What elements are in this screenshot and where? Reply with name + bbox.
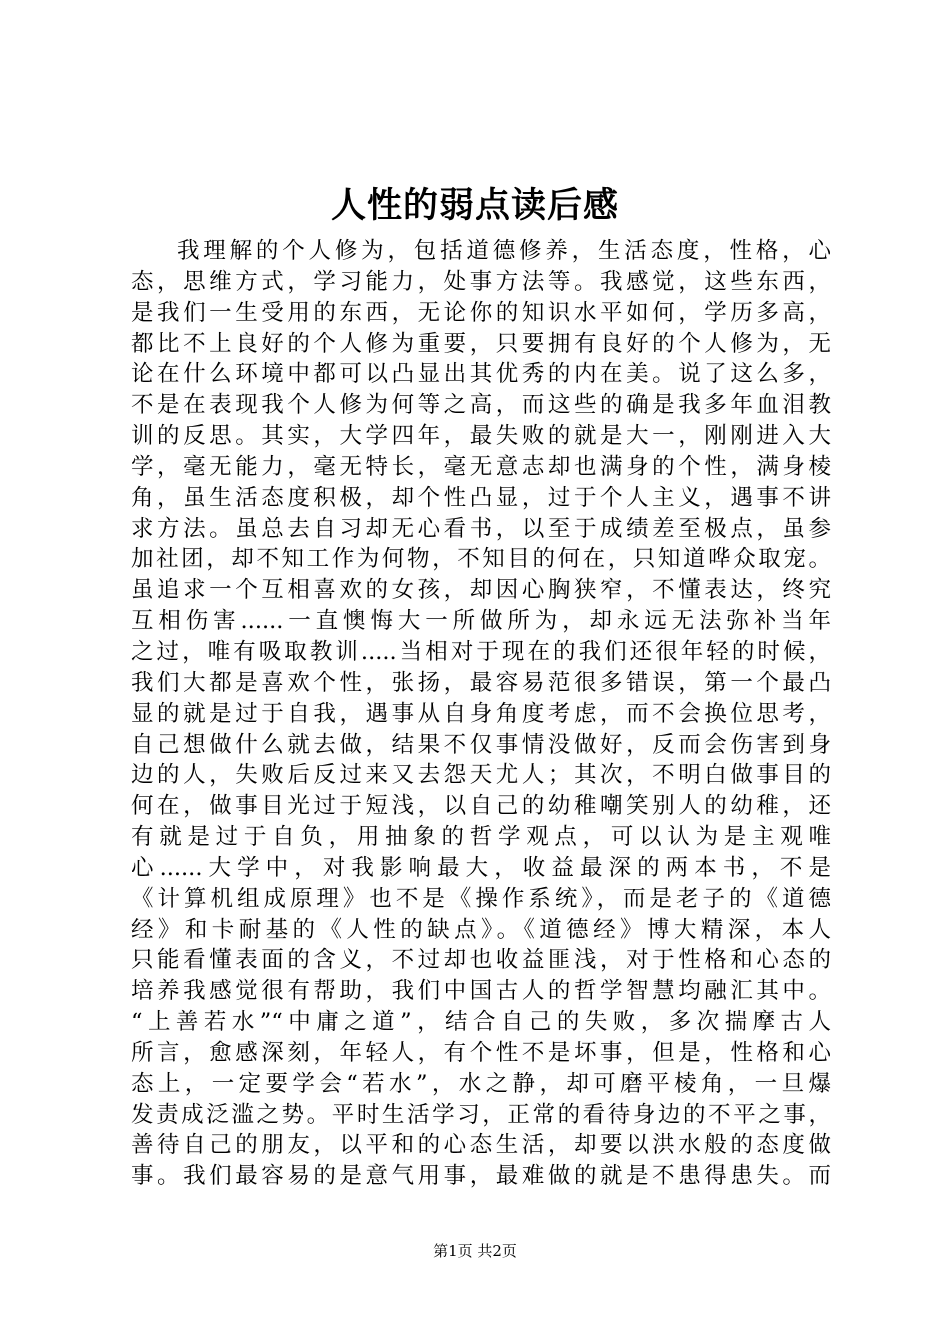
body-line: 心......大学中，对我影响最大，收益最深的两本书，不是 xyxy=(131,854,831,881)
body-line: 培养我感觉很有帮助，我们中国古人的哲学智慧均融汇其中。 xyxy=(131,978,831,1005)
body-line: 何在，做事目光过于短浅，以自己的幼稚嘲笑别人的幼稚，还 xyxy=(131,793,831,820)
body-line: 训的反思。其实，大学四年，最失败的就是大一，刚刚进入大 xyxy=(131,423,831,450)
body-line: 虽追求一个互相喜欢的女孩，却因心胸狭窄，不懂表达，终究 xyxy=(131,577,831,604)
body-line: 事。我们最容易的是意气用事，最难做的就是不患得患失。而 xyxy=(131,1163,831,1190)
page-number-footer: 第1页 共2页 xyxy=(433,1242,517,1260)
body-line: 之过，唯有吸取教训.....当相对于现在的我们还很年轻的时候， xyxy=(131,638,831,665)
body-line: 态上，一定要学会“若水”，水之静，却可磨平棱角，一旦爆 xyxy=(131,1070,831,1097)
body-line: 都比不上良好的个人修为重要，只要拥有良好的个人修为，无 xyxy=(131,330,831,357)
body-line: 我们大都是喜欢个性，张扬，最容易范很多错误，第一个最凸 xyxy=(131,669,831,696)
body-line: 经》和卡耐基的《人性的缺点》。《道德经》博大精深，本人 xyxy=(131,916,831,943)
body-line: 有就是过于自负，用抽象的哲学观点，可以认为是主观唯 xyxy=(131,824,831,851)
body-line: 只能看懂表面的含义，不过却也收益匪浅，对于性格和心态的 xyxy=(131,947,831,974)
body-line: 边的人，失败后反过来又去怨天尤人；其次，不明白做事目的 xyxy=(131,762,831,789)
body-line: 求方法。虽总去自习却无心看书，以至于成绩差至极点，虽参 xyxy=(131,515,831,542)
body-line: 善待自己的朋友，以平和的心态生活，却要以洪水般的态度做 xyxy=(131,1132,831,1159)
body-line: 角，虽生活态度积极，却个性凸显，过于个人主义，遇事不讲 xyxy=(131,484,831,511)
body-line: 不是在表现我个人修为何等之高，而这些的确是我多年血泪教 xyxy=(131,392,831,419)
body-line: 论在什么环境中都可以凸显出其优秀的内在美。说了这么多， xyxy=(131,361,831,388)
body-line: 我理解的个人修为，包括道德修养，生活态度，性格，心 xyxy=(177,238,831,264)
body-line: 《计算机组成原理》也不是《操作系统》，而是老子的《道德 xyxy=(131,885,831,912)
body-line: 加社团，却不知工作为何物，不知目的何在，只知道哗众取宠。 xyxy=(131,546,831,573)
body-line: “上善若水”“中庸之道”，结合自己的失败，多次揣摩古人 xyxy=(131,1009,831,1036)
document-body xyxy=(131,236,831,1192)
body-line: 显的就是过于自我，遇事从自身角度考虑，而不会换位思考， xyxy=(131,700,831,727)
body-line: 自己想做什么就去做，结果不仅事情没做好，反而会伤害到身 xyxy=(131,731,831,758)
body-line: 学，毫无能力，毫无特长，毫无意志却也满身的个性，满身棱 xyxy=(131,453,831,480)
body-line: 态，思维方式，学习能力，处事方法等。我感觉，这些东西， xyxy=(131,268,831,295)
body-line: 互相伤害......一直懊悔大一所做所为，却永远无法弥补当年 xyxy=(131,608,831,635)
body-line: 发责成泛滥之势。平时生活学习，正常的看待身边的不平之事， xyxy=(131,1101,831,1128)
body-line: 是我们一生受用的东西，无论你的知识水平如何，学历多高， xyxy=(131,299,831,326)
body-line: 所言，愈感深刻，年轻人，有个性不是坏事，但是，性格和心 xyxy=(131,1039,831,1066)
document-title: 人性的弱点读后感 xyxy=(330,185,619,226)
